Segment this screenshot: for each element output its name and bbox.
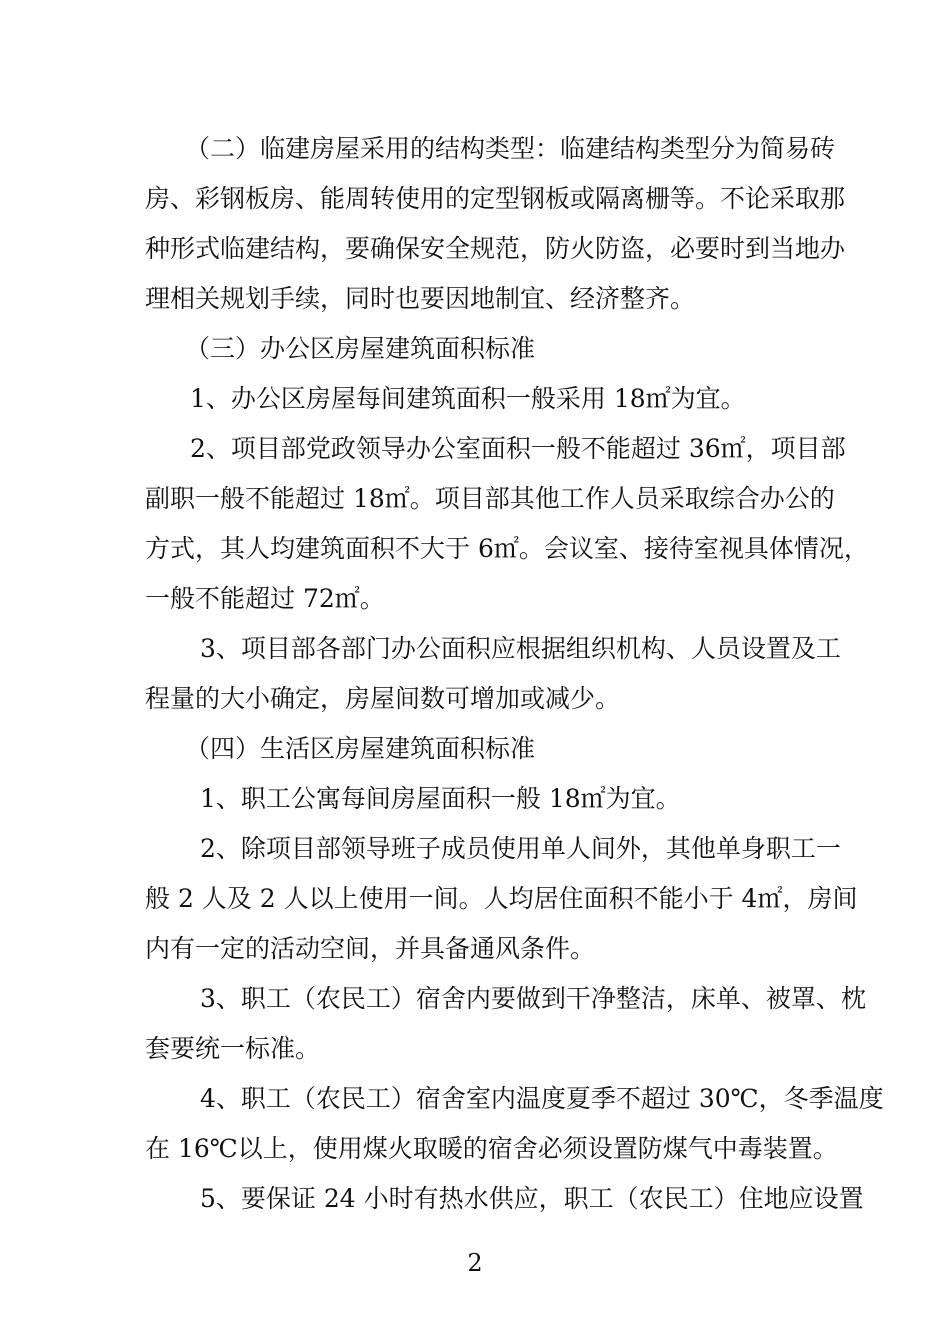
text-line: 般 2 人及 2 人以上使用一间。人均居住面积不能小于 4㎡，房间 xyxy=(145,884,858,913)
text-line: 3、职工（农民工）宿舍内要做到干净整洁，床单、被罩、枕 xyxy=(200,984,866,1013)
text-line: （二）临建房屋采用的结构类型：临建结构类型分为简易砖 xyxy=(185,134,836,163)
text-line: 5、要保证 24 小时有热水供应，职工（农民工）住地应设置 xyxy=(200,1184,864,1213)
text-line: 1、办公区房屋每间建筑面积一般采用 18㎡为宜。 xyxy=(190,384,746,413)
page-number: 2 xyxy=(467,1249,483,1277)
text-line: 副职一般不能超过 18㎡。项目部其他工作人员采取综合办公的 xyxy=(145,484,835,513)
text-line: 1、职工公寓每间房屋面积一般 18㎡为宜。 xyxy=(200,784,681,813)
text-line: 内有一定的活动空间，并具备通风条件。 xyxy=(145,934,596,963)
section-heading: （三）办公区房屋建筑面积标准 xyxy=(185,334,536,363)
text-line: 方式，其人均建筑面积不大于 6㎡。会议室、接待室视具体情况， xyxy=(145,534,869,563)
text-line: 2、除项目部领导班子成员使用单人间外，其他单身职工一 xyxy=(200,834,841,863)
section-heading: （四）生活区房屋建筑面积标准 xyxy=(185,734,536,763)
text-line: 理相关规划手续，同时也要因地制宜、经济整齐。 xyxy=(145,284,696,313)
text-line: 2、项目部党政领导办公室面积一般不能超过 36㎡，项目部 xyxy=(190,434,846,463)
text-line: 在 16℃以上，使用煤火取暖的宿舍必须设置防煤气中毒装置。 xyxy=(145,1134,838,1163)
text-line: 房、彩钢板房、能周转使用的定型钢板或隔离栅等。不论采取那 xyxy=(145,184,846,213)
text-line: 程量的大小确定，房屋间数可增加或减少。 xyxy=(145,684,621,713)
text-line: 套要统一标准。 xyxy=(145,1034,321,1063)
text-line: 4、职工（农民工）宿舍室内温度夏季不超过 30℃，冬季温度 xyxy=(200,1084,884,1113)
text-line: 一般不能超过 72㎡。 xyxy=(145,584,385,613)
text-line: 3、项目部各部门办公面积应根据组织机构、人员设置及工 xyxy=(200,634,841,663)
text-line: 种形式临建结构，要确保安全规范，防火防盗，必要时到当地办 xyxy=(145,234,846,263)
